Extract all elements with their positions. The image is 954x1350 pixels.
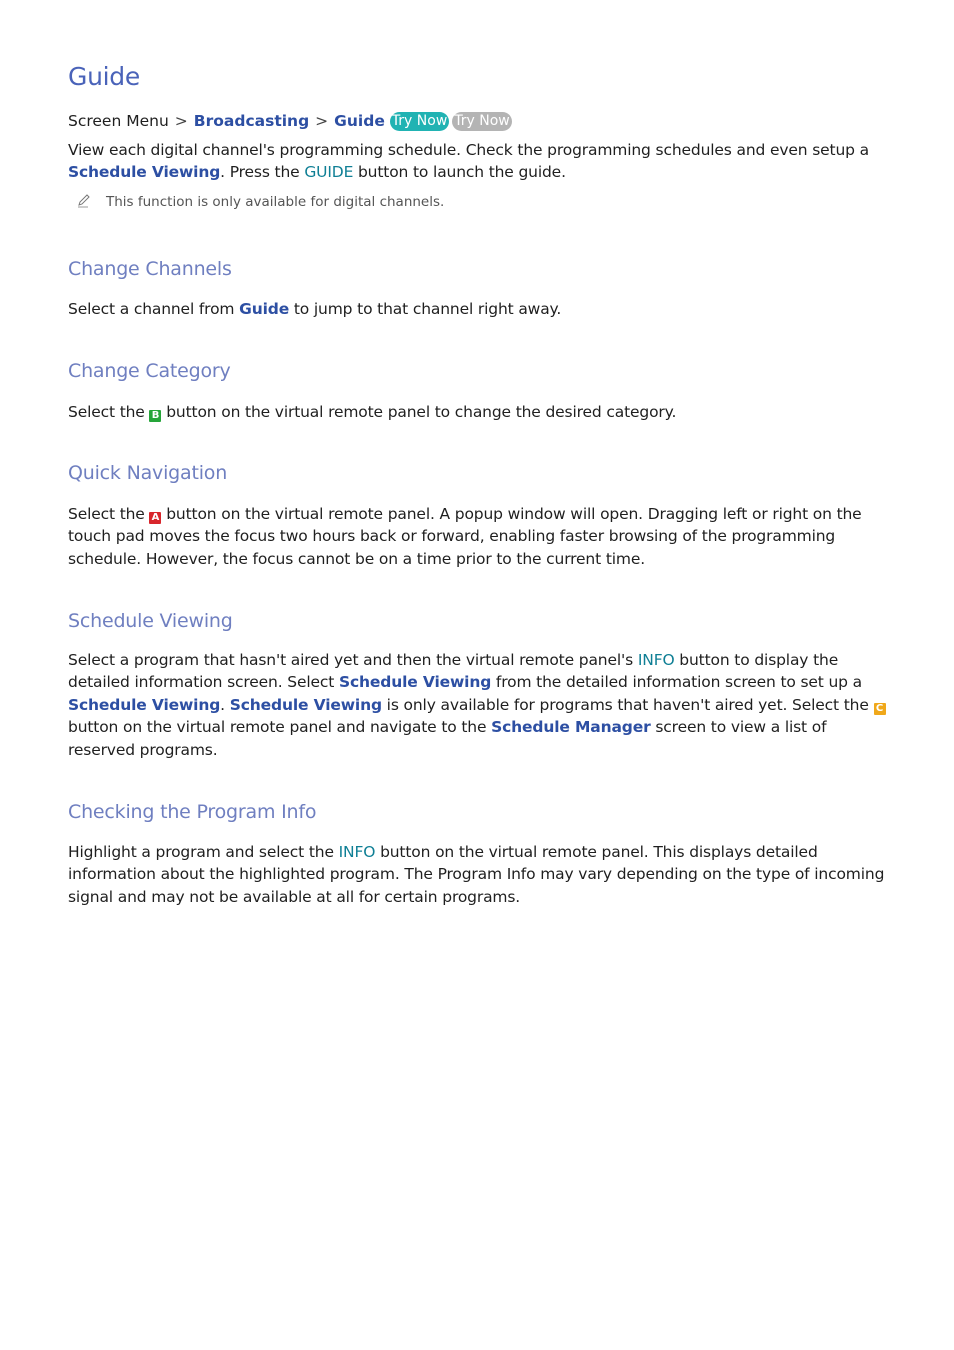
- text: Highlight a program and select the: [68, 843, 339, 861]
- paragraph-change-channels: [68, 298, 888, 320]
- link-schedule-viewing[interactable]: Schedule Viewing: [68, 163, 221, 182]
- paragraph-program-info: [68, 841, 888, 908]
- a-key-icon: A: [149, 512, 161, 524]
- section-heading-change-category: Change Category: [68, 360, 231, 382]
- paragraph-schedule-viewing: [68, 649, 888, 761]
- text: from the detailed information screen to set up a: [491, 673, 862, 692]
- text: button on the virtual remote panel and navigate to the: [68, 718, 492, 737]
- section-heading-program-info: Checking the Program Info: [68, 801, 317, 823]
- text: Select a channel from: [68, 300, 240, 318]
- chevron-right-icon: >: [174, 112, 188, 130]
- link-schedule-viewing[interactable]: Schedule Viewing: [338, 673, 492, 692]
- breadcrumb: [68, 110, 512, 132]
- text: button to display the detailed information screen. Select: [68, 651, 839, 692]
- b-key-icon: B: [149, 410, 161, 422]
- note: [76, 192, 444, 212]
- link-schedule-manager[interactable]: Schedule Manager: [491, 718, 651, 737]
- link-guide[interactable]: Guide: [239, 300, 290, 318]
- try-now-button-disabled[interactable]: Try Now: [454, 113, 510, 129]
- text: button to launch the guide.: [353, 163, 566, 182]
- link-info: INFO: [637, 651, 675, 669]
- note-text: This function is only available for digital channels.: [106, 194, 445, 210]
- link-schedule-viewing[interactable]: Schedule Viewing: [68, 695, 221, 714]
- chevron-right-icon: >: [315, 112, 329, 130]
- text: Select the: [68, 505, 150, 523]
- text: button on the virtual remote panel to change the desired category.: [161, 403, 677, 421]
- section-heading-quick-navigation: Quick Navigation: [68, 462, 228, 484]
- link-info: INFO: [338, 843, 376, 861]
- text: . Press the: [220, 163, 305, 182]
- text: Select a program that hasn't aired yet and then the virtual remote panel's: [68, 651, 638, 669]
- breadcrumb-root: Screen Menu: [68, 112, 169, 130]
- breadcrumb-guide[interactable]: Guide: [334, 112, 385, 130]
- section-heading-change-channels: Change Channels: [68, 258, 232, 280]
- text: button on the virtual remote panel. This displays detailed information about the highlighted program. The Program Info may vary depending on the type of incoming signal and may not be available at all for certain programs.: [68, 843, 885, 906]
- text: .: [220, 695, 230, 714]
- text: screen to view a list of reserved programs.: [68, 718, 827, 759]
- text: to jump to that channel right away.: [289, 300, 562, 318]
- try-now-button[interactable]: Try Now: [391, 113, 448, 129]
- page-title: Guide: [68, 62, 140, 91]
- section-heading-schedule-viewing: Schedule Viewing: [68, 610, 233, 632]
- intro-paragraph: [68, 139, 888, 184]
- link-schedule-viewing[interactable]: Schedule Viewing: [229, 695, 382, 714]
- paragraph-quick-navigation: [68, 503, 888, 570]
- text: View each digital channel's programming schedule. Check the programming schedules and even setup a: [68, 141, 869, 159]
- text: Select the: [68, 403, 150, 421]
- breadcrumb-broadcasting[interactable]: Broadcasting: [193, 112, 310, 130]
- c-key-icon: C: [874, 703, 886, 715]
- paragraph-change-category: [68, 401, 888, 423]
- link-guide-button: GUIDE: [304, 163, 354, 182]
- text: is only available for programs that haven't aired yet. Select the: [381, 695, 874, 714]
- pencil-note-icon: [76, 192, 92, 208]
- text: button on the virtual remote panel. A popup window will open. Dragging left or right on the touch pad moves the focus two hours back or forward, enabling faster browsing of the programming schedule. However, the focus cannot be on a time prior to the current time.: [68, 505, 862, 568]
